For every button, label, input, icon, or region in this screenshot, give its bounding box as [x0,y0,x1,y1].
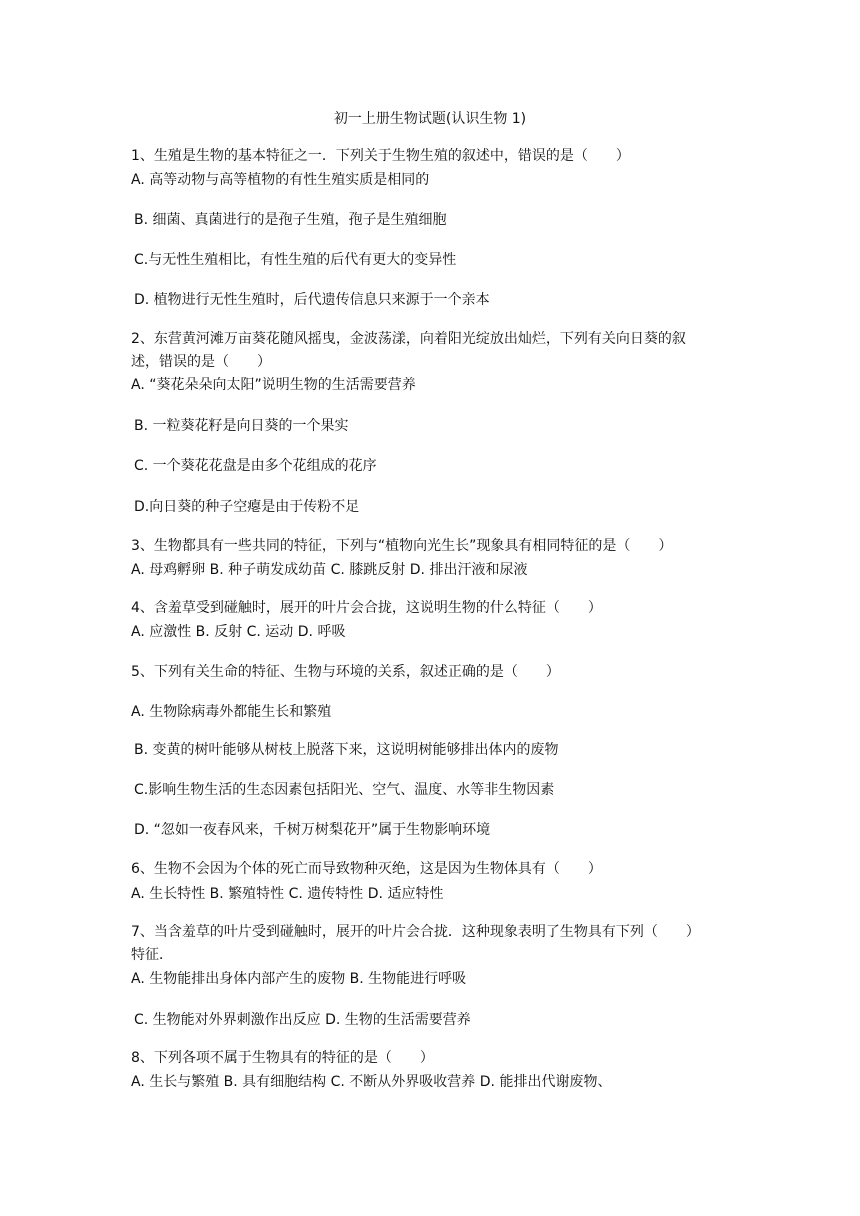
question-5-option-c: C.影响生物生活的生态因素包括阳光、空气、温度、水等非生物因素 [134,782,555,798]
question-1-option-b: B. 细菌、真菌进行的是孢子生殖，孢子是生殖细胞 [134,212,447,228]
question-2-option-d: D.向日葵的种子空瘪是由于传粉不足 [134,499,360,515]
question-1-stem: 1、生殖是生物的基本特征之一．下列关于生物生殖的叙述中，错误的是（ ） [131,148,630,164]
question-2-option-b: B. 一粒葵花籽是向日葵的一个果实 [134,418,349,434]
question-7-stem-line-1: 7、当含羞草的叶片受到碰触时，展开的叶片会合拢．这种现象表明了生物具有下列（ ） [131,924,700,940]
question-2-option-c: C. 一个葵花花盘是由多个花组成的花序 [134,458,377,474]
question-1-option-d: D. 植物进行无性生殖时，后代遗传信息只来源于一个亲本 [134,292,490,308]
question-8-options: A. 生长与繁殖 B. 具有细胞结构 C. 不断从外界吸收营养 D. 能排出代谢废物、 [131,1074,612,1090]
question-1-option-c: C.与无性生殖相比，有性生殖的后代有更大的变异性 [134,252,457,268]
question-2-stem-line-1: 2、东营黄河滩万亩葵花随风摇曳，金波荡漾，向着阳光绽放出灿烂，下列有关向日葵的叙 [131,331,686,347]
question-4-stem: 4、含羞草受到碰触时，展开的叶片会合拢，这说明生物的什么特征（ ） [131,600,602,616]
question-7-stem-line-2: 特征． [131,947,173,963]
question-7-options-cd: C. 生物能对外界刺激作出反应 D. 生物的生活需要营养 [134,1012,471,1028]
question-6-options: A. 生长特性 B. 繁殖特性 C. 遗传特性 D. 适应特性 [131,886,444,902]
question-2-stem-line-2: 述，错误的是（ ） [131,354,271,370]
question-3-stem: 3、生物都具有一些共同的特征，下列与“植物向光生长”现象具有相同特征的是（ ） [131,538,673,554]
question-7-options-ab: A. 生物能排出身体内部产生的废物 B. 生物能进行呼吸 [131,971,467,987]
question-6-stem: 6、生物不会因为个体的死亡而导致物种灭绝，这是因为生物体具有（ ） [131,861,602,877]
question-5-option-d: D. “忽如一夜春风来，千树万树梨花开”属于生物影响环境 [134,822,491,838]
question-3-options: A. 母鸡孵卵 B. 种子萌发成幼苗 C. 膝跳反射 D. 排出汗液和尿液 [131,562,528,578]
question-8-stem: 8、下列各项不属于生物具有的特征的是（ ） [131,1050,434,1066]
question-1-option-a: A. 高等动物与高等植物的有性生殖实质是相同的 [131,172,430,188]
question-5-stem: 5、下列有关生命的特征、生物与环境的关系，叙述正确的是（ ） [131,664,560,680]
question-4-options: A. 应激性 B. 反射 C. 运动 D. 呼吸 [131,624,346,640]
question-5-option-a: A. 生物除病毒外都能生长和繁殖 [131,704,332,720]
question-5-option-b: B. 变黄的树叶能够从树枝上脱落下来，这说明树能够排出体内的废物 [134,742,559,758]
page-title: 初一上册生物试题(认识生物 1) [333,111,527,127]
question-2-option-a: A. “葵花朵朵向太阳”说明生物的生活需要营养 [131,377,416,393]
